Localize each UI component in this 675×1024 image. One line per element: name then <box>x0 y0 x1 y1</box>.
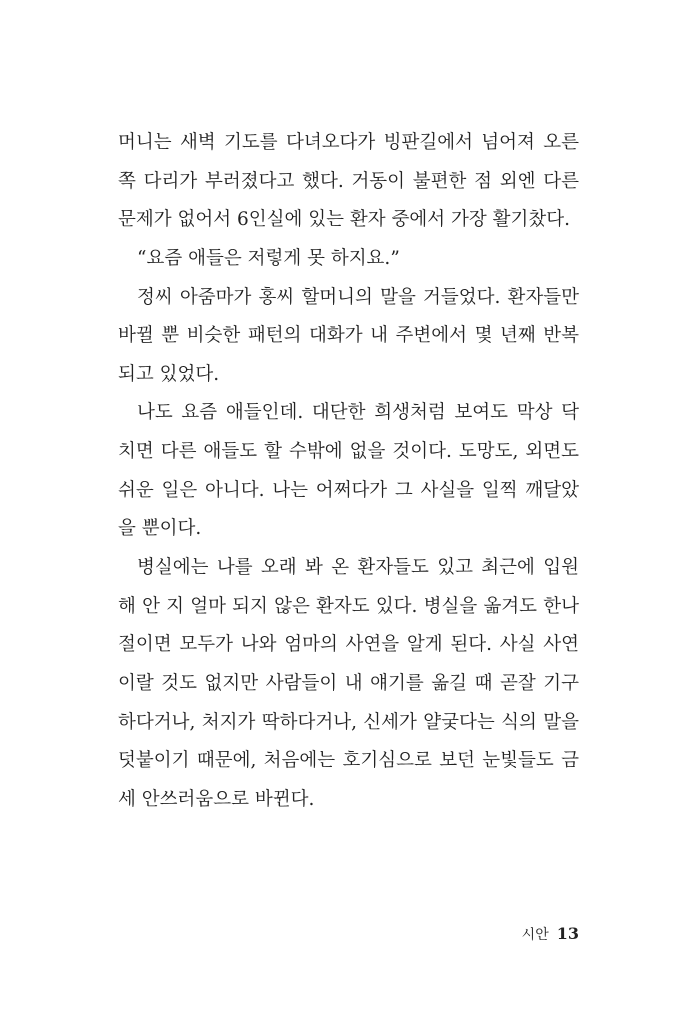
text-line: 하다거나, 처지가 딱하다거나, 신세가 얄궂다는 식의 말을 <box>118 711 579 733</box>
running-title: 시안 <box>521 927 549 943</box>
text-line: 나도 요즘 애들인데. 대단한 희생처럼 보여도 막상 닥 <box>137 402 579 424</box>
page-number: 13 <box>556 924 579 943</box>
text-line: 해 안 지 얼마 되지 않은 환자도 있다. 병실을 옮겨도 한나 <box>118 595 579 617</box>
text-line: 절이면 모두가 나와 엄마의 사연을 알게 된다. 사실 사연 <box>118 634 579 656</box>
text-line: 병실에는 나를 오래 봐 온 환자들도 있고 최근에 입원 <box>137 557 579 579</box>
text-line: 치면 다른 애들도 할 수밖에 없을 것이다. 도망도, 외면도 <box>118 441 579 463</box>
text-line: 쉬운 일은 아니다. 나는 어쩌다가 그 사실을 일찍 깨달았 <box>118 479 579 501</box>
text-line: 되고 있었다. <box>118 363 220 385</box>
text-line: 을 뿐이다. <box>118 518 202 540</box>
text-line: 정씨 아줌마가 홍씨 할머니의 말을 거들었다. 환자들만 <box>137 286 579 308</box>
text-line: 바뀔 뿐 비슷한 패턴의 대화가 내 주변에서 몇 년째 반복 <box>118 325 579 347</box>
text-line: 쪽 다리가 부러졌다고 했다. 거동이 불편한 점 외엔 다른 <box>118 170 579 192</box>
text-line: “요즘 애들은 저렇게 못 하지요.” <box>137 247 400 269</box>
text-line: 머니는 새벽 기도를 다녀오다가 빙판길에서 넘어져 오른 <box>118 132 579 153</box>
body-text <box>118 124 579 820</box>
text-line: 세 안쓰러움으로 바뀐다. <box>118 788 315 810</box>
text-line: 문제가 없어서 6인실에 있는 환자 중에서 가장 활기찼다. <box>118 209 570 231</box>
page-footer <box>480 924 579 944</box>
text-line: 이랄 것도 없지만 사람들이 내 얘기를 옮길 때 곧잘 기구 <box>118 672 579 694</box>
text-line: 덧붙이기 때문에, 처음에는 호기심으로 보던 눈빛들도 금 <box>118 750 579 772</box>
